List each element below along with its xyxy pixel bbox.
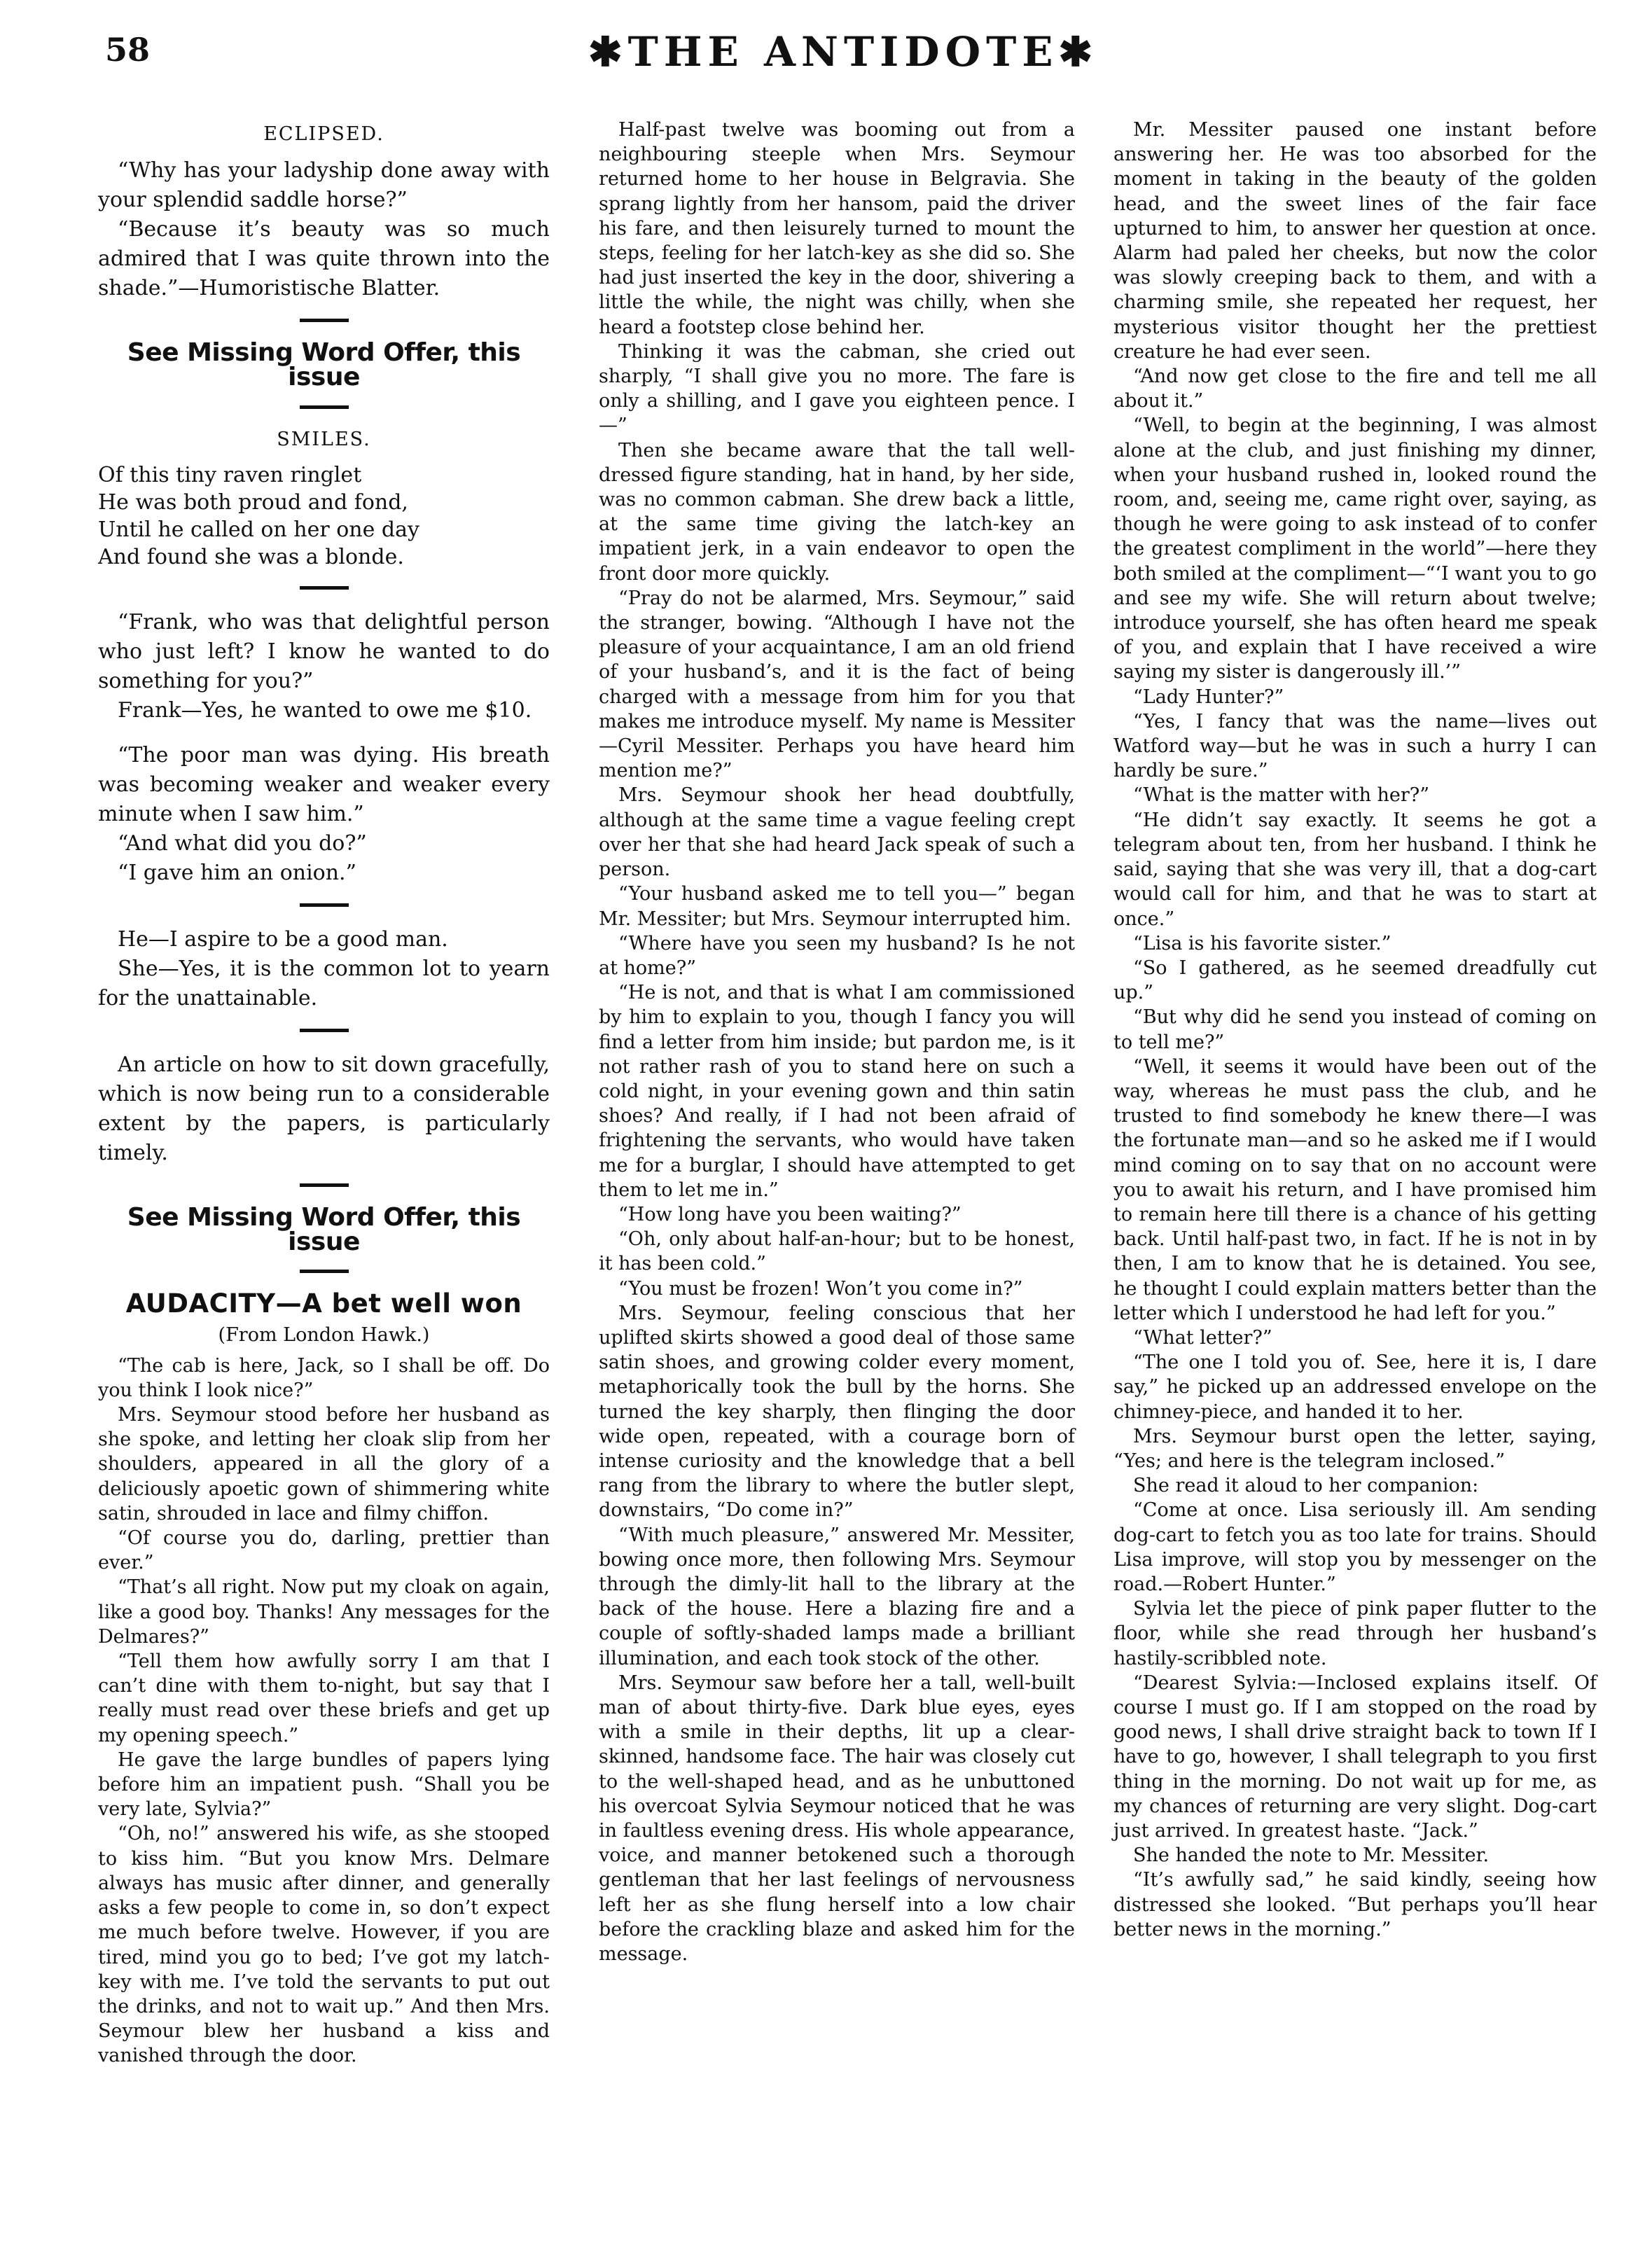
poem-line: He was both proud and fond, xyxy=(98,489,408,515)
smiles-heading: SMILES. xyxy=(277,428,371,450)
story-paragraph: Mrs. Seymour burst open the letter, saying, “Yes; and here is the telegram inclosed.” xyxy=(1113,1425,1597,1472)
story-paragraph: “So I gathered, as he seemed dreadfully cut up.” xyxy=(1113,957,1597,1004)
page-number: 58 xyxy=(105,31,151,69)
joke-paragraph: “And what did you do?” xyxy=(118,830,367,856)
missing-word-offer-notice: See Missing Word Offer, this issue xyxy=(127,338,521,392)
story-paragraph: “He didn’t say exactly. It seems he got a telegram about ten, from her husband. I think he said, saying that she was very ill, that a dog-cart would call for him, and that he was to start at once.” xyxy=(1113,809,1597,930)
joke-paragraph: He—I aspire to be a good man. xyxy=(118,926,448,952)
story-paragraph: “Tell them how awfully sorry I am that I can’t dine with them to-night, but say that I really must read over these briefs and get up my opening speech.” xyxy=(98,1650,550,1746)
column-left xyxy=(98,118,550,2069)
story-paragraph: “That’s all right. Now put my cloak on again, like a good boy. Thanks! Any messages for the Delmares?” xyxy=(98,1576,550,1648)
joke-paragraph: Frank—Yes, he wanted to owe me $10. xyxy=(118,697,532,723)
eclipsed-paragraph: “Because it’s beauty was so much admired that I was quite thrown into the shade.”—Humoristische Blatter. xyxy=(98,217,550,301)
story-title: AUDACITY—A bet well won xyxy=(125,1288,522,1319)
story-paragraph: “What letter?” xyxy=(1133,1326,1272,1349)
story-paragraph: “Well, it seems it would have been out of the way, whereas he must pass the club, and he trusted to find somebody he knew there—I was the fortunate man—and so he asked me if I would mind coming on to say that on no account were you to await his return, and I have promised him to remain here till there is a chance of his getting back. Until half-past two, in fact. If he is not in by then, I am to know that he is detained. You see, he thought I could explain matters better than the letter which I understood he had left for you.” xyxy=(1113,1055,1597,1324)
joke-paragraph: “The poor man was dying. His breath was becoming weaker and weaker every minute when I saw him.” xyxy=(98,742,550,826)
story-paragraph: “With much pleasure,” answered Mr. Messiter, bowing once more, then following Mrs. Seymour through the dimly-lit hall to the library at the back of the house. Here a blazing fire and a couple of softly-shaded lamps made a brilliant illumination, and each took stock of the other. xyxy=(599,1524,1075,1669)
story-paragraph: He gave the large bundles of papers lying before him an impatient push. “Shall you be very late, Sylvia?” xyxy=(98,1749,550,1821)
story-source: (From London Hawk.) xyxy=(218,1324,430,1347)
article-paragraph: An article on how to sit down gracefully, which is now being run to a considerable extent by the papers, is particularly timely. xyxy=(98,1052,550,1165)
story-paragraph: “The cab is here, Jack, so I shall be off. Do you think I look nice?” xyxy=(98,1354,550,1401)
story-paragraph: “Where have you seen my husband? Is he not at home?” xyxy=(599,932,1075,979)
story-paragraph: “Yes, I fancy that was the name—lives out Watford way—but he was in such a hurry I can hardly be sure.” xyxy=(1113,710,1597,782)
story-paragraph: Thinking it was the cabman, she cried out sharply, “I shall give you no more. The fare is only a shilling, and I gave you eighteen pence. I—” xyxy=(599,340,1075,437)
story-paragraph: “Pray do not be alarmed, Mrs. Seymour,” said the stranger, bowing. “Although I have not the pleasure of your acquaintance, I am an old friend of your husband’s, and it is the fact of being charged with a message from him for you that makes me introduce myself. My name is Messiter—Cyril Messiter. Perhaps you have heard him mention me?” xyxy=(599,587,1075,782)
story-paragraph: “Lisa is his favorite sister.” xyxy=(1133,932,1391,954)
story-paragraph: “The one I told you of. See, here it is, I dare say,” he picked up an addressed envelope on the chimney-piece, and handed it to her. xyxy=(1113,1351,1597,1423)
joke-paragraph: She—Yes, it is the common lot to yearn for the unattainable. xyxy=(98,956,550,1010)
story-paragraph: “But why did he send you instead of coming on to tell me?” xyxy=(1113,1006,1597,1053)
story-paragraph: “Of course you do, darling, prettier than ever.” xyxy=(98,1527,550,1574)
divider xyxy=(300,1029,349,1032)
story-paragraph: “Well, to begin at the beginning, I was almost alone at the club, and just finishing my dinner, when your husband rushed in, looked round the room, and, seeing me, came right over, saying, as though he were going to ask instead of to confer the greatest compliment in the world”—here they both smiled at the compliment—“‘I want you to go and see my wife. She will return about twelve; introduce yourself, she has often heard me speak of you, and explain that I have received a wire saying my sister is dangerously ill.’” xyxy=(1113,415,1597,683)
column-middle xyxy=(599,118,1075,1966)
divider xyxy=(300,1270,349,1273)
story-paragraph: Mr. Messiter paused one instant before answering her. He was too absorbed for the moment in taking in the beauty of the golden head, and the sweet lines of the fair face upturned to him, to answer her question at once. Alarm had paled her cheeks, but now the color was slowly creeping back to them, and with a charming smile, she repeated her request, her mysterious visitor thought her the prettiest creature he had ever seen. xyxy=(1113,119,1597,363)
story-paragraph: “He is not, and that is what I am commissioned by him to explain to you, though I fancy you will find a letter from him inside; but pardon me, is it not rather rash of you to stand here on such a cold night, in your evening gown and thin satin shoes? And really, if I had not been afraid of frightening the servants, who would have taken me for a burglar, I should have attempted to get them to let me in.” xyxy=(599,982,1075,1201)
divider xyxy=(300,319,349,322)
story-paragraph: “Oh, only about half-an-hour; but to be honest, it has been cold.” xyxy=(599,1228,1075,1275)
story-paragraph: “What is the matter with her?” xyxy=(1133,784,1430,807)
story-paragraph: Mrs. Seymour shook her head doubtfully, although at the same time a vague feeling crept over her that she had heard Jack speak of such a person. xyxy=(599,784,1075,881)
story-paragraph: Mrs. Seymour saw before her a tall, well-built man of about thirty-five. Dark blue eyes, eyes with a smile in their depths, lit up a clear-skinned, handsome face. The hair was closely cut to the well-shaped head, and as he unbuttoned his overcoat Sylvia Seymour noticed that he was in faultless evening dress. His whole appearance, voice, and manner betokened such a thorough gentleman that her last feelings of nervousness left her as she flung herself into a low chair before the crackling blaze and asked him for the message. xyxy=(599,1671,1075,1966)
divider xyxy=(300,1183,349,1187)
eclipsed-heading: ECLIPSED. xyxy=(263,123,384,145)
story-paragraph: “Dearest Sylvia:—Inclosed explains itself. Of course I must go. If I am stopped on the road by good news, I shall drive straight back to town If I have to go, however, I shall telegraph to you first thing in the morning. Do not wait up for me, as my chances of returning are very slight. Dog-cart just arrived. In greatest haste. “Jack.” xyxy=(1113,1671,1597,1842)
story-paragraph: “Oh, no!” answered his wife, as she stooped to kiss him. “But you know Mrs. Delmare always has music after dinner, and generally asks a few people to come in, so don’t expect me much before twelve. However, if you are tired, mind you go to bed; I’ve got my latch-key with me. I’ve told the servants to put out the drinks, and not to wait up.” And then Mrs. Seymour blew her husband a kiss and vanished through the door. xyxy=(98,1823,550,2067)
poem-line: Of this tiny raven ringlet xyxy=(98,462,362,487)
story-paragraph: “Your husband asked me to tell you—” began Mr. Messiter; but Mrs. Seymour interrupted him. xyxy=(599,883,1075,930)
joke-paragraph: “Frank, who was that delightful person who just left? I know he wanted to do something for you?” xyxy=(98,609,550,693)
story-paragraph: Then she became aware that the tall well-dressed figure standing, hat in hand, by her side, was no common cabman. She drew back a little, at the same time giving the latch-key an impatient jerk, in a vain endeavor to open the front door more quickly. xyxy=(599,439,1075,585)
masthead: ✱THE ANTIDOTE✱ xyxy=(588,28,1099,76)
divider xyxy=(300,903,349,907)
column-right xyxy=(1113,118,1597,1942)
story-paragraph: “It’s awfully sad,” he said kindly, seeing how distressed she looked. “But perhaps you’ll hear better news in the morning.” xyxy=(1113,1869,1597,1940)
story-paragraph: “You must be frozen! Won’t you come in?” xyxy=(618,1277,1023,1300)
story-paragraph: Half-past twelve was booming out from a neighbouring steeple when Mrs. Seymour returned home to her house in Belgravia. She sprang lightly from her hansom, paid the driver his fare, and then leisurely turned to mount the steps, feeling for her latch-key as she did so. She had just inserted the key in the door, shivering a little the while, the night was chilly, when she heard a footstep close behind her. xyxy=(599,119,1075,338)
story-paragraph: She handed the note to Mr. Messiter. xyxy=(1133,1844,1490,1867)
story-paragraph: “Lady Hunter?” xyxy=(1133,686,1284,708)
story-paragraph: Sylvia let the piece of pink paper flutter to the floor, while she read through her husband’s hastily-scribbled note. xyxy=(1113,1598,1597,1669)
poem-line: And found she was a blonde. xyxy=(98,544,404,569)
story-paragraph: “Come at once. Lisa seriously ill. Am sending dog-cart to fetch you as too late for trains. Should Lisa improve, will stop you by messenger on the road.—Robert Hunter.” xyxy=(1113,1499,1597,1595)
missing-word-offer-notice: See Missing Word Offer, this issue xyxy=(127,1202,521,1257)
story-paragraph: “How long have you been waiting?” xyxy=(618,1203,962,1225)
story-paragraph: Mrs. Seymour stood before her husband as she spoke, and letting her cloak slip from her shoulders, appeared in all the glory of a deliciously apoetic gown of shimmering white satin, shrouded in lace and filmy chiffon. xyxy=(98,1404,550,1524)
joke-paragraph: “I gave him an onion.” xyxy=(118,860,356,885)
poem-line: Until he called on her one day xyxy=(98,517,419,542)
eclipsed-paragraph: “Why has your ladyship done away with your splendid saddle horse?” xyxy=(98,158,550,213)
story-paragraph: Mrs. Seymour, feeling conscious that her uplifted skirts showed a good deal of those same satin shoes, and growing colder every moment, metaphorically took the bull by the horns. She turned the key sharply, then flinging the door wide open, repeated, with a courage born of intense curiosity and the knowledge that a bell rang from the library to where the butler slept, downstairs, “Do come in?” xyxy=(599,1302,1075,1522)
divider xyxy=(300,586,349,590)
story-paragraph: “And now get close to the fire and tell me all about it.” xyxy=(1113,366,1597,412)
divider xyxy=(300,405,349,409)
story-paragraph: She read it aloud to her companion: xyxy=(1133,1475,1479,1497)
